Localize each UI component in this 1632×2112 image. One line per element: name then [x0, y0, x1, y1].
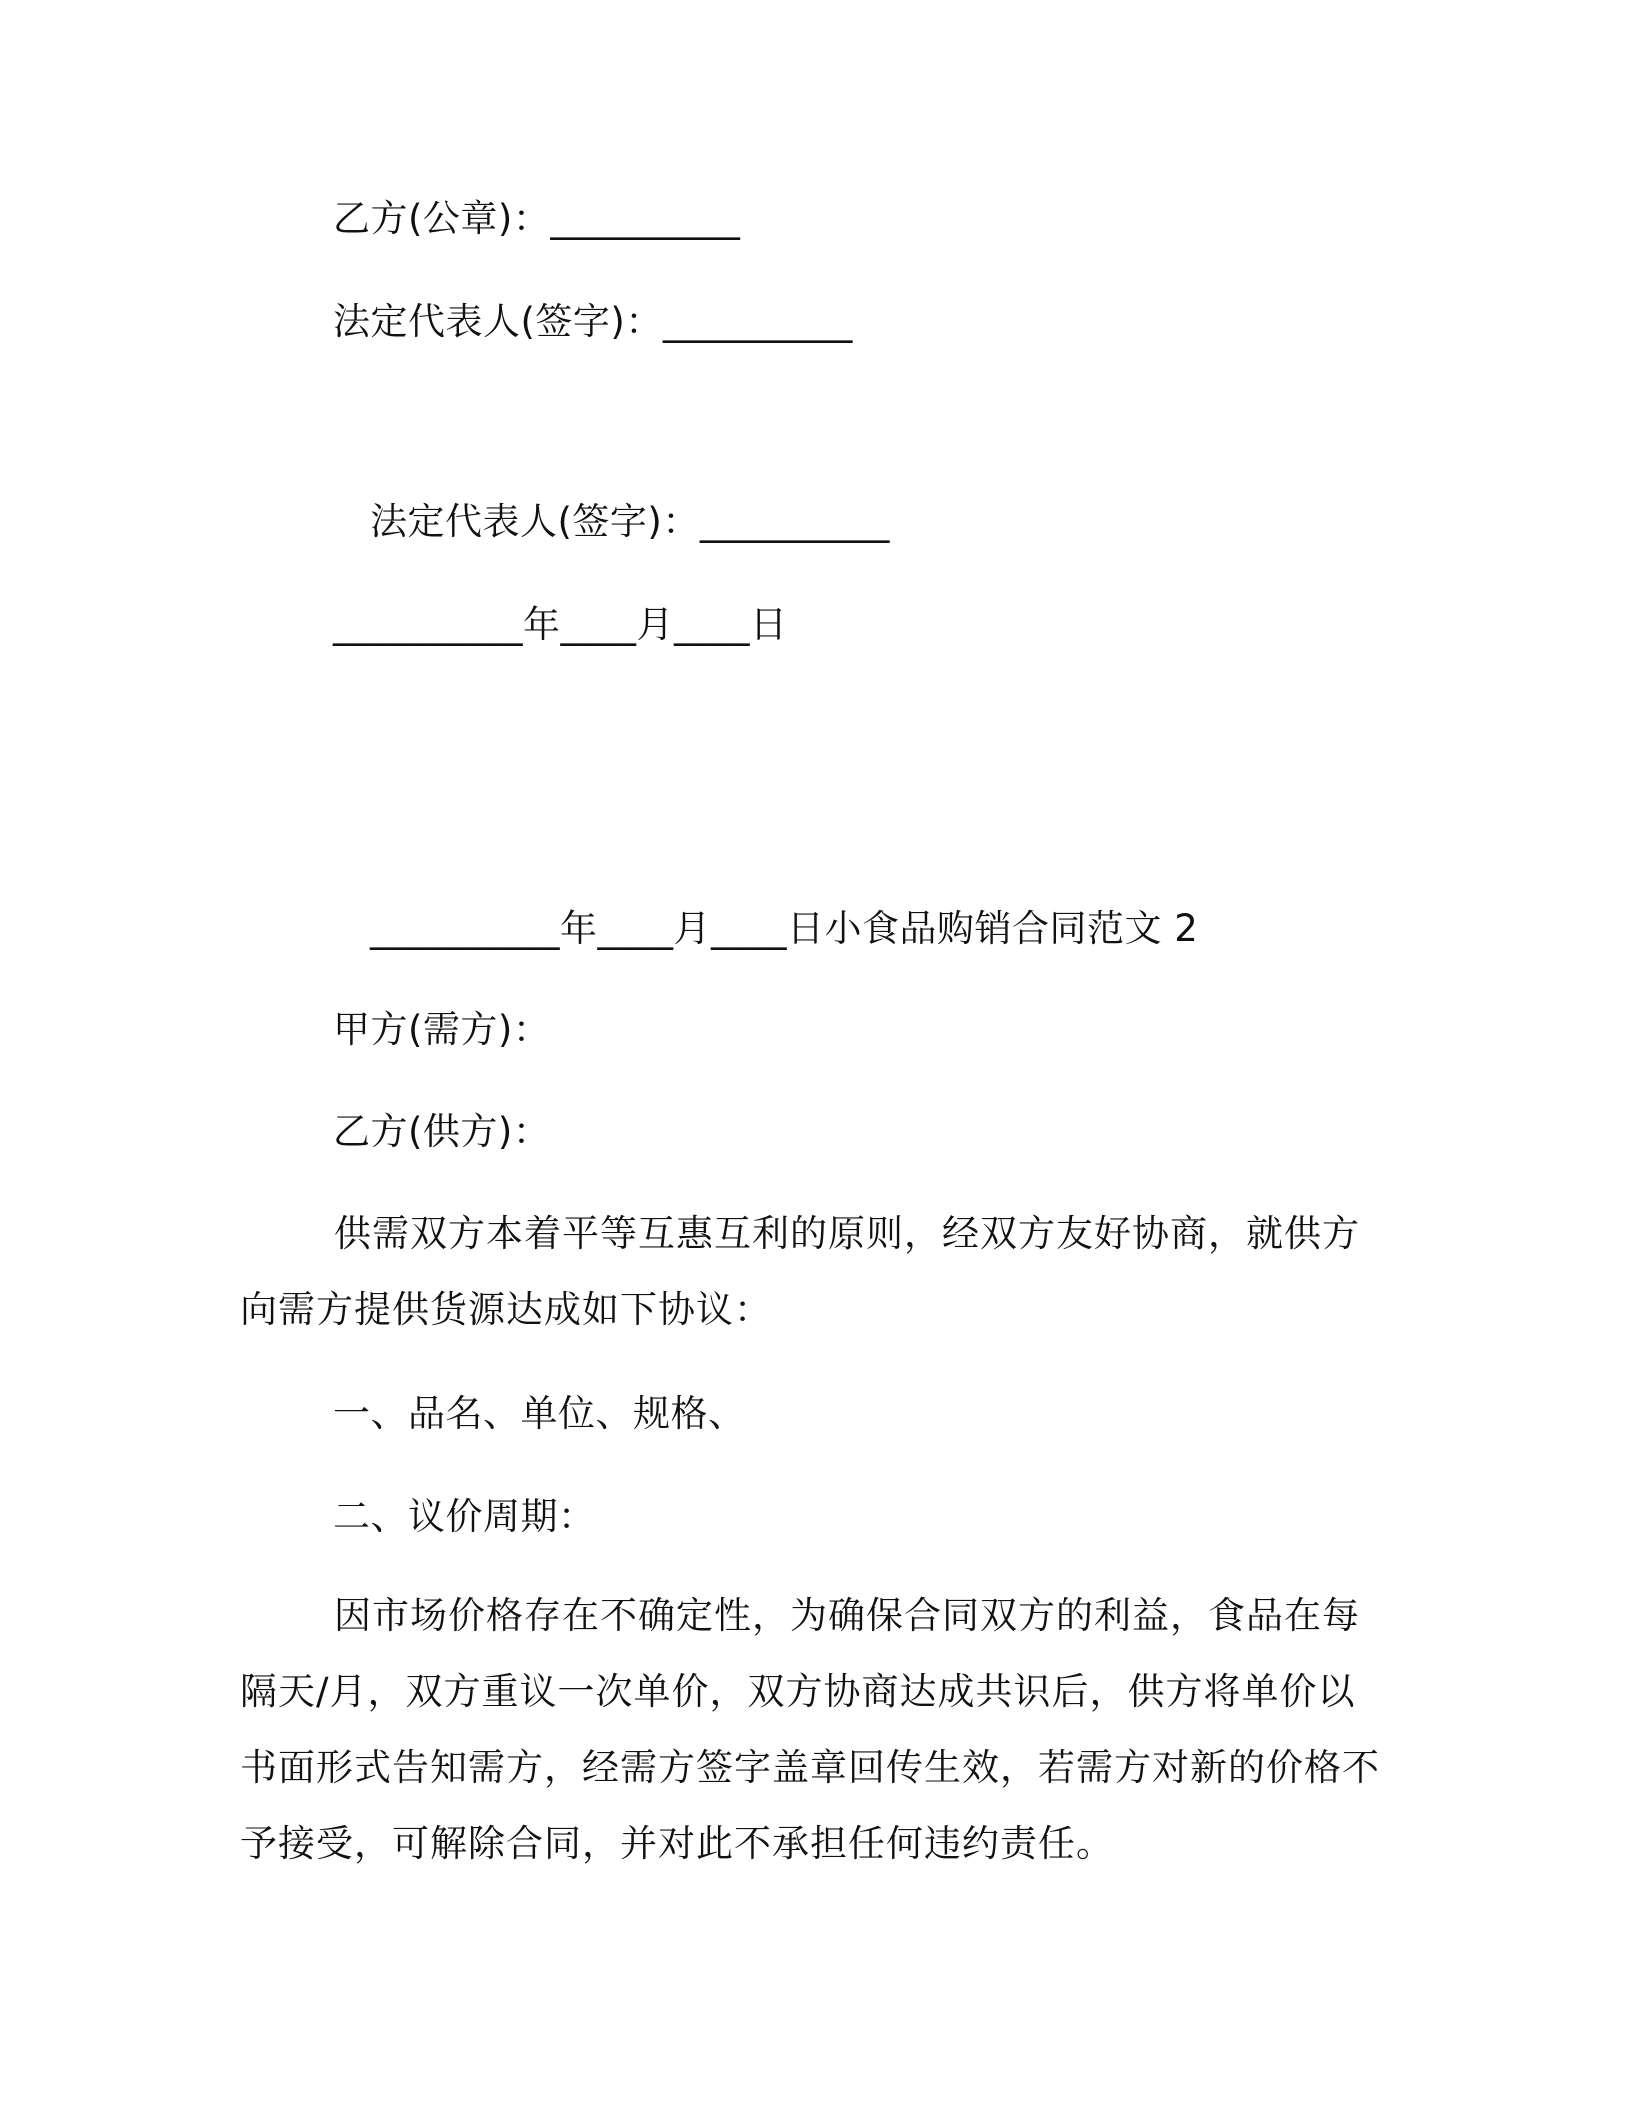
intro-paragraph: 供需双方本着平等互惠互利的原则，经双方友好协商，就供方向需方提供货源达成如下协议：	[240, 1212, 1360, 1331]
legal-rep-sign-line: 法定代表人(签字)：__________	[333, 300, 853, 343]
party-a-label: 甲方(需方)：	[333, 1008, 551, 1051]
party-b-seal-line: 乙方(公章)：__________	[333, 197, 741, 240]
contract-title: __________年____月____日小食品购销合同范文 2	[370, 907, 1199, 950]
section-2-heading: 二、议价周期：	[333, 1495, 596, 1538]
party-b-label: 乙方(供方)：	[333, 1110, 551, 1153]
legal-rep-sign-line-2: 法定代表人(签字)：__________	[370, 500, 890, 543]
date-line: __________年____月____日	[333, 603, 788, 646]
section-2-paragraph: 因市场价格存在不确定性，为确保合同双方的利益，食品在每隔天/月，双方重议一次单价，双方协商达成共识后，供方将单价以书面形式告知需方，经需方签字盖章回传生效，若需方对新的价格不予接受，可解除合同，并对此不承担任何违约责任。	[240, 1594, 1380, 1865]
section-1-heading: 一、品名、单位、规格、	[333, 1392, 746, 1435]
